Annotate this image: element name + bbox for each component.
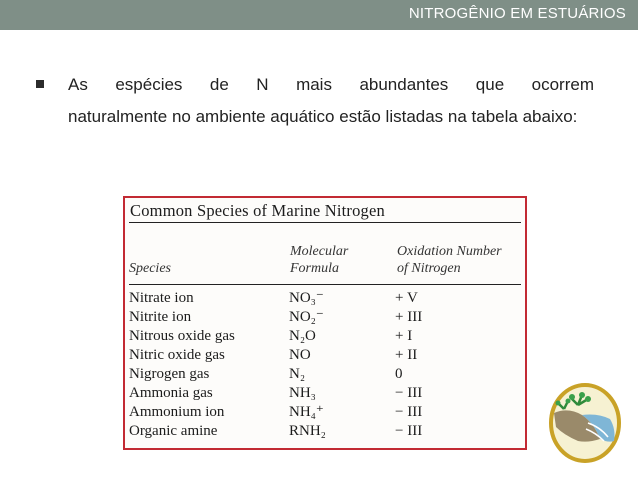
cell-species: Organic amine bbox=[129, 423, 218, 439]
table-row bbox=[125, 365, 525, 384]
table-row bbox=[125, 327, 525, 346]
cell-oxidation: + I bbox=[395, 328, 413, 344]
header-species: Species bbox=[129, 261, 171, 276]
cell-formula: NH₄⁺ bbox=[289, 404, 324, 420]
table-body bbox=[125, 289, 525, 441]
table-top-rule bbox=[129, 222, 521, 223]
cell-oxidation: + II bbox=[395, 347, 418, 363]
header-formula-line2: Formula bbox=[290, 261, 339, 276]
bullet-paragraph bbox=[68, 69, 594, 133]
cell-species: Nigrogen gas bbox=[129, 366, 210, 382]
header-oxidation-line1: Oxidation Number bbox=[397, 244, 502, 259]
cell-oxidation: − III bbox=[395, 423, 423, 439]
header-formula-line1: Molecular bbox=[290, 244, 349, 259]
cell-formula: NO bbox=[289, 347, 311, 363]
cell-species: Nitric oxide gas bbox=[129, 347, 225, 363]
header-formula bbox=[290, 243, 348, 277]
table-row bbox=[125, 403, 525, 422]
cell-formula: NH₃ bbox=[289, 385, 316, 401]
cell-oxidation: + V bbox=[395, 290, 418, 306]
slide-title: NITROGÊNIO EM ESTUÁRIOS bbox=[408, 5, 626, 22]
bullet-line-1: As espécies de N mais abundantes que ocorrem bbox=[68, 75, 594, 94]
nitrogen-species-table bbox=[123, 196, 527, 450]
cell-species: Nitrate ion bbox=[129, 290, 194, 306]
table-row bbox=[125, 422, 525, 441]
table-header-rule bbox=[129, 284, 521, 285]
cell-species: Ammonia gas bbox=[129, 385, 213, 401]
table-row bbox=[125, 384, 525, 403]
bullet-line-rest: naturalmente no ambiente aquático estão listadas na tabela abaixo: bbox=[68, 107, 578, 126]
cell-formula: NO₃⁻ bbox=[289, 290, 324, 306]
cell-species: Ammonium ion bbox=[129, 404, 225, 420]
header-bar bbox=[0, 0, 638, 30]
table-row bbox=[125, 289, 525, 308]
cell-species: Nitrous oxide gas bbox=[129, 328, 235, 344]
cell-formula: N₂O bbox=[289, 328, 316, 344]
cell-oxidation: 0 bbox=[395, 366, 403, 382]
header-oxidation bbox=[397, 243, 502, 277]
cell-oxidation: + III bbox=[395, 309, 423, 325]
bullet-square-icon bbox=[36, 80, 44, 88]
cell-oxidation: − III bbox=[395, 404, 423, 420]
estuary-logo-icon bbox=[548, 383, 622, 463]
cell-formula: NO₂⁻ bbox=[289, 309, 324, 325]
cell-formula: N₂ bbox=[289, 366, 306, 382]
bullet-text bbox=[36, 69, 594, 133]
cell-species: Nitrite ion bbox=[129, 309, 192, 325]
header-oxidation-line2: of Nitrogen bbox=[397, 261, 461, 276]
table-row bbox=[125, 308, 525, 327]
table-row bbox=[125, 346, 525, 365]
table-title: Common Species of Marine Nitrogen bbox=[130, 201, 385, 220]
cell-oxidation: − III bbox=[395, 385, 423, 401]
cell-formula: RNH₂ bbox=[289, 423, 326, 439]
